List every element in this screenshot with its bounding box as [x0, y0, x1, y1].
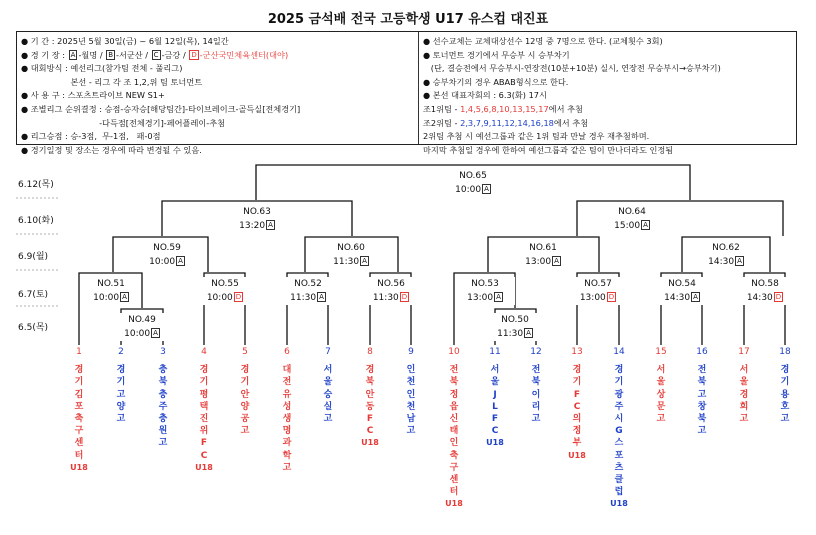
venue-name-c: -금강 / [161, 49, 189, 60]
date-label-quarterfinal: 6.9(월) [18, 252, 49, 262]
match-number: NO.62 [712, 243, 740, 253]
team-number: 11 [489, 347, 501, 357]
match-number: NO.50 [501, 315, 529, 325]
match-55 [195, 277, 255, 305]
team-number: 16 [696, 347, 708, 357]
page-title: 2025 금석배 전국 고등학생 U17 유스컵 대진표 [267, 12, 549, 27]
info-box [16, 31, 797, 155]
venue-badge: A [643, 221, 648, 229]
info-ranking-2: -다득점[전체경기]-페어플레이-추첨 [21, 117, 226, 128]
draw-second-numbers: 2,3,7,9,11,12,14,16,18 [460, 117, 554, 128]
match-time: 10:00 [124, 329, 151, 339]
match-number: NO.53 [471, 279, 499, 289]
match-number: NO.60 [337, 243, 365, 253]
match-time: 11:30 [497, 329, 524, 339]
match-time: 13:20 [239, 221, 266, 231]
team-number: 12 [530, 347, 542, 357]
match-time: 15:00 [614, 221, 641, 231]
venue-badge: D [775, 293, 782, 301]
team-u18-tag: U18 [568, 450, 586, 460]
match-time: 10:00 [455, 185, 482, 195]
team-name: 경 북 안 동 F C [365, 365, 375, 437]
team-name: 경 기 F C 의 정 부 [572, 365, 582, 449]
match-63 [227, 205, 287, 233]
team-name: 경 기 용 호 고 [780, 365, 790, 425]
team-number: 17 [738, 347, 750, 357]
team-15 [654, 346, 668, 425]
match-62 [696, 241, 756, 269]
team-number: 3 [160, 347, 166, 357]
team-number: 10 [448, 347, 460, 357]
info-divider [418, 32, 419, 144]
team-name: 경 기 김 포 축 구 센 터 [74, 365, 84, 461]
team-9 [404, 346, 418, 437]
team-number: 15 [655, 347, 667, 357]
team-u18-tag: U18 [445, 499, 463, 509]
match-number: NO.49 [128, 315, 156, 325]
team-number: 5 [242, 347, 248, 357]
team-name: 충 북 충 주 충 원 고 [158, 365, 168, 449]
match-number: NO.52 [294, 279, 322, 289]
info-points: ● 리그승점 : 승-3점, 무-1점, 패-0점 [21, 131, 161, 142]
info-abab: ● 승부차기의 경우 ABAB형식으로 한다. [423, 76, 569, 87]
match-number: NO.59 [153, 243, 181, 253]
info-final-rule: (단, 결승전에서 무승부시-연장전(10분+10분) 실시, 연장전 무승부시→승부차기) [423, 63, 721, 74]
venue-badge: A [153, 329, 158, 337]
info-redraw: 2위팀 추첨 시 예선그룹과 같은 1위 팀과 만날 경우 재추첨하며. [423, 131, 650, 142]
info-substitution: ● 선수교체는 교체대상선수 12명 중 7명으로 한다. (교체횟수 3회) [423, 36, 663, 46]
team-12 [529, 346, 543, 425]
venue-badge: A [122, 293, 127, 301]
match-52 [278, 277, 338, 305]
info-venues-label: ● 경 기 장 : [21, 49, 68, 60]
match-53 [455, 277, 515, 305]
venue-name-d: -군산국민체육센터(대야) [199, 49, 289, 60]
team-number: 1 [76, 347, 82, 357]
team-name: 전 북 이 리 고 [531, 365, 541, 425]
match-time: 13:00 [579, 293, 606, 303]
team-number: 4 [201, 347, 207, 357]
team-number: 2 [118, 347, 124, 357]
match-time: 14:30 [664, 293, 691, 303]
team-18 [778, 346, 792, 425]
team-13 [570, 346, 584, 462]
venue-badge: D [235, 293, 242, 301]
match-time: 13:00 [467, 293, 494, 303]
team-name: 인 천 인 천 남 고 [406, 365, 416, 437]
info-venues [21, 49, 300, 63]
team-6 [280, 346, 294, 474]
draw-first-numbers: 1,4,5,6,8,10,13,15,17 [460, 103, 549, 114]
team-number: 8 [367, 347, 373, 357]
team-name: 대 전 유 성 생 명 과 학 고 [282, 365, 292, 473]
match-time: 10:00 [206, 293, 233, 303]
match-49 [112, 313, 172, 341]
team-8 [363, 346, 377, 450]
team-name: 경 기 고 양 고 [116, 365, 126, 425]
match-number: NO.57 [584, 279, 612, 289]
venue-badge: A [319, 293, 324, 301]
team-11 [488, 346, 502, 450]
date-label-final: 6.12(목) [18, 180, 54, 190]
team-number: 9 [408, 347, 414, 357]
match-time: 10:00 [149, 257, 176, 267]
match-time: 10:00 [93, 293, 120, 303]
team-name: 전 북 정 읍 신 태 인 축 구 센 터 [449, 365, 459, 498]
venue-badge: D [401, 293, 408, 301]
team-u18-tag: U18 [361, 438, 379, 448]
venue-badge: A [737, 257, 742, 265]
match-56 [361, 277, 421, 305]
match-time: 11:30 [290, 293, 317, 303]
info-draw-first [423, 103, 721, 117]
team-4 [197, 346, 211, 474]
team-name: 서 울 상 문 고 [656, 365, 666, 425]
info-left-column [21, 35, 300, 157]
info-ball: ● 사 용 구 : 스포츠트라이브 NEW S1+ [21, 90, 165, 101]
team-1 [72, 346, 86, 474]
venue-badge: A [693, 293, 698, 301]
team-name: 경 기 광 주 시 G 스 포 츠 클 럽 [614, 365, 624, 498]
venue-badge: A [526, 329, 531, 337]
team-name: 경 기 안 양 공 고 [240, 365, 250, 437]
match-number: NO.64 [618, 207, 646, 217]
info-period: ● 기 간 : 2025년 5월 30일(금) ~ 6월 12일(목), 14일간 [21, 36, 229, 46]
venue-box-b: B [108, 50, 114, 59]
info-draw-second [423, 117, 721, 131]
match-number: NO.51 [97, 279, 125, 289]
info-ranking: ● 조별리그 순위결정 : 승점-승자승[해당팀간]-타이브레이크-골득실[전체경기] [21, 103, 301, 114]
draw-first-suffix: 에서 추첨 [548, 103, 583, 114]
team-name: 서 울 숭 실 고 [323, 365, 333, 425]
team-u18-tag: U18 [486, 438, 504, 448]
match-number: NO.55 [211, 279, 239, 289]
match-number: NO.58 [751, 279, 779, 289]
team-name: 전 북 고 창 북 고 [697, 365, 707, 437]
match-final [443, 169, 503, 197]
match-number: NO.61 [529, 243, 557, 253]
team-14 [612, 346, 626, 511]
venue-badge: A [178, 257, 183, 265]
info-penalty: ● 토너먼트 경기에서 무승부 시 승부차기 [423, 49, 570, 60]
team-2 [114, 346, 128, 425]
team-name: 경 기 평 택 진 위 F C [199, 365, 209, 461]
team-u18-tag: U18 [70, 462, 88, 472]
match-number: NO.56 [377, 279, 405, 289]
match-time: 14:30 [746, 293, 773, 303]
team-u18-tag: U18 [610, 499, 628, 509]
team-number: 6 [284, 347, 290, 357]
team-number: 14 [613, 347, 625, 357]
match-57 [568, 277, 628, 305]
venue-name-b: -서군산 / [116, 49, 151, 60]
info-schedule-note: ● 경기일정 및 장소는 경우에 따라 변경될 수 있음. [21, 144, 202, 155]
team-name: 서 울 경 희 고 [739, 365, 749, 425]
info-format: ● 대회방식 : 예선리그(참가팀 전체 - 풀리그) [21, 63, 183, 74]
date-label-semifinal: 6.10(화) [18, 216, 54, 226]
venue-badge: A [484, 185, 489, 193]
date-label-round16: 6.7(토) [18, 290, 49, 300]
venue-badge: D [608, 293, 615, 301]
team-7 [321, 346, 335, 425]
team-17 [737, 346, 751, 425]
venue-box-d: D [191, 50, 197, 59]
team-3 [156, 346, 170, 450]
info-format-2: 본선 - 리그 각 조 1,2,위 팀 토너먼트 [21, 76, 203, 87]
match-64 [602, 205, 662, 233]
match-number: NO.63 [243, 207, 271, 217]
team-u18-tag: U18 [195, 462, 213, 472]
team-name: 서 울 J L F C [490, 365, 500, 437]
match-time: 13:00 [525, 257, 552, 267]
info-last-draw: 마지막 추첨일 경우에 한하여 예선그룹과 같은 팀이 만나더라도 인정됨 [423, 144, 674, 155]
team-number: 7 [325, 347, 331, 357]
match-number: NO.65 [459, 171, 487, 181]
match-59 [137, 241, 197, 269]
match-time: 14:30 [708, 257, 735, 267]
match-time: 11:30 [333, 257, 360, 267]
draw-second-prefix: 조2위팀 - [423, 117, 461, 128]
match-61 [513, 241, 573, 269]
team-number: 13 [571, 347, 583, 357]
venue-badge: A [362, 257, 367, 265]
venue-name-a: -월명 / [78, 49, 106, 60]
team-5 [238, 346, 252, 437]
match-54 [652, 277, 712, 305]
venue-badge: A [268, 221, 273, 229]
team-number: 18 [779, 347, 791, 357]
info-right-column [423, 35, 721, 157]
venue-badge: A [554, 257, 559, 265]
match-60 [321, 241, 381, 269]
draw-first-prefix: 조1위팀 - [423, 103, 461, 114]
venue-box-a: A [70, 50, 76, 59]
match-58 [735, 277, 795, 305]
venue-badge: A [496, 293, 501, 301]
info-meeting: ● 본선 대표자회의 : 6.3(화) 17시 [423, 90, 547, 101]
venue-box-c: C [153, 50, 159, 59]
match-51 [81, 277, 141, 305]
match-number: NO.54 [668, 279, 696, 289]
match-50 [485, 313, 545, 341]
match-time: 11:30 [372, 293, 399, 303]
team-10 [447, 346, 461, 511]
team-16 [695, 346, 709, 437]
draw-second-suffix: 에서 추첨 [553, 117, 589, 128]
date-label-round18: 6.5(목) [18, 323, 49, 333]
